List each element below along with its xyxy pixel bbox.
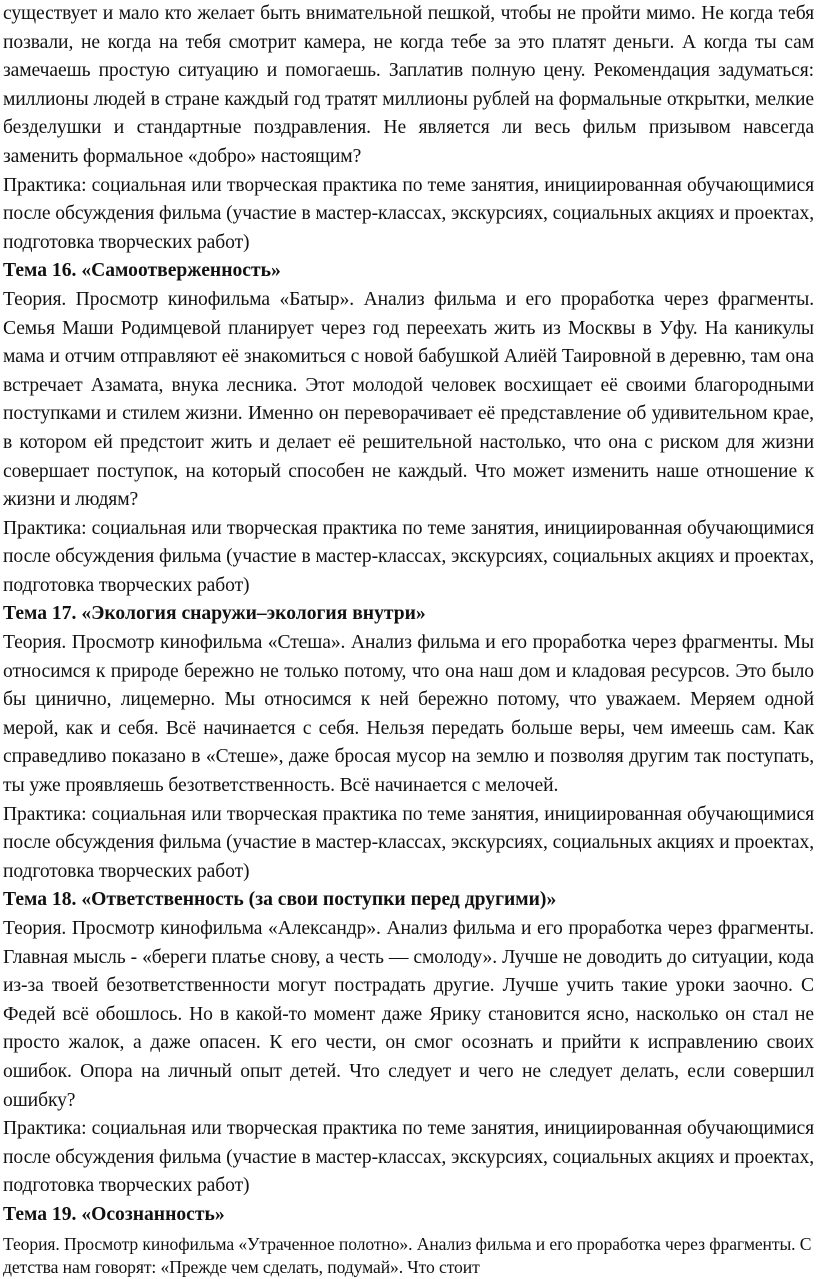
topic-18-theory: Теория. Просмотр кинофильма «Александр». Анализ фильма и его проработка через фрагменты. Главная мысль - «береги платье снову, а честь — смолоду». Лучше не доводить до ситуации, кода из-за твоей безответственности могут пострадать другие. Лучше учить такие уроки заочно. С Федей всё обошлось. Но в какой-то момент даже Ярику становится ясно, насколько он стал не просто жалок, а даже опасен. К его чести, он смог осознать и прийти к исправлению своих ошибок. Опора на личный опыт детей. Что следует и чего не следует делать, если совершил ошибку? bbox=[3, 918, 814, 1111]
practice-paragraph-15: Практика: социальная или творческая практика по теме занятия, инициированная обучающимися после обсуждения фильма (участие в мастер-классах, экскурсиях, социальных акциях и проектах, подготовка творческих работ) bbox=[3, 174, 814, 253]
topic-18-practice: Практика: социальная или творческая практика по теме занятия, инициированная обучающимися после обсуждения фильма (участие в мастер-классах, экскурсиях, социальных акциях и проектах, подготовка творческих работ) bbox=[3, 1118, 814, 1197]
topic-19-theory: Теория. Просмотр кинофильма «Утраченное полотно». Анализ фильма и его проработка через фрагменты. С детства нам говорят: «Прежде чем сделать, подумай». Что стоит bbox=[3, 1233, 812, 1277]
topic-19-heading: Тема 19. «Осознанность» bbox=[3, 1203, 225, 1225]
topic-16-heading: Тема 16. «Самоотверженность» bbox=[3, 260, 281, 282]
topic-17-theory: Теория. Просмотр кинофильма «Стеша». Анализ фильма и его проработка через фрагменты. Мы относимся к природе бережно не только потому, что она наш дом и кладовая ресурсов. Это было бы цинично, лицемерно. Мы относимся к ней бережно потому, что уважаем. Меряем одной мерой, как и себя. Всё начинается с себя. Нельзя передать больше веры, чем имеешь сам. Как справедливо показано в «Стеше», даже бросая мусор на землю и позволяя другим так поступать, ты уже проявляешь безответственность. Всё начинается с мелочей. bbox=[3, 632, 814, 797]
topic-17-heading: Тема 17. «Экология снаружи–экология внутри» bbox=[3, 603, 426, 625]
topic-18-heading: Тема 18. «Ответственность (за свои поступки перед другими)» bbox=[3, 889, 557, 911]
topic-17-practice: Практика: социальная или творческая практика по теме занятия, инициированная обучающимися после обсуждения фильма (участие в мастер-классах, экскурсиях, социальных акциях и проектах, подготовка творческих работ) bbox=[3, 803, 814, 882]
topic-16-practice: Практика: социальная или творческая практика по теме занятия, инициированная обучающимися после обсуждения фильма (участие в мастер-классах, экскурсиях, социальных акциях и проектах, подготовка творческих работ) bbox=[3, 517, 814, 596]
topic-16-theory: Теория. Просмотр кинофильма «Батыр». Анализ фильма и его проработка через фрагменты. Семья Маши Родимцевой планирует через год переехать жить из Москвы в Уфу. На каникулы мама и отчим отправляют её знакомиться с новой бабушкой Алиёй Таировной в деревню, там она встречает Азамата, внука лесника. Этот молодой человек восхищает её своими благородными поступками и стилем жизни. Именно он переворачивает её представление об удивительном крае, в котором ей предстоит жить и делает её решительной настолько, что она с риском для жизни совершает поступок, на который способен не каждый. Что может изменить наше отношение к жизни и людям? bbox=[3, 288, 814, 511]
intro-paragraph: существует и мало кто желает быть внимательной пешкой, чтобы не пройти мимо. Не когда тебя позвали, не когда на тебя смотрит камера, не когда тебе за это платят деньги. А когда ты сам замечаешь простую ситуацию и помогаешь. Заплатив полную цену. Рекомендация задуматься: миллионы людей в стране каждый год тратят миллионы рублей на формальные открытки, мелкие безделушки и стандартные поздравления. Не является ли весь фильм призывом навсегда заменить формальное «добро» настоящим? bbox=[3, 3, 814, 167]
